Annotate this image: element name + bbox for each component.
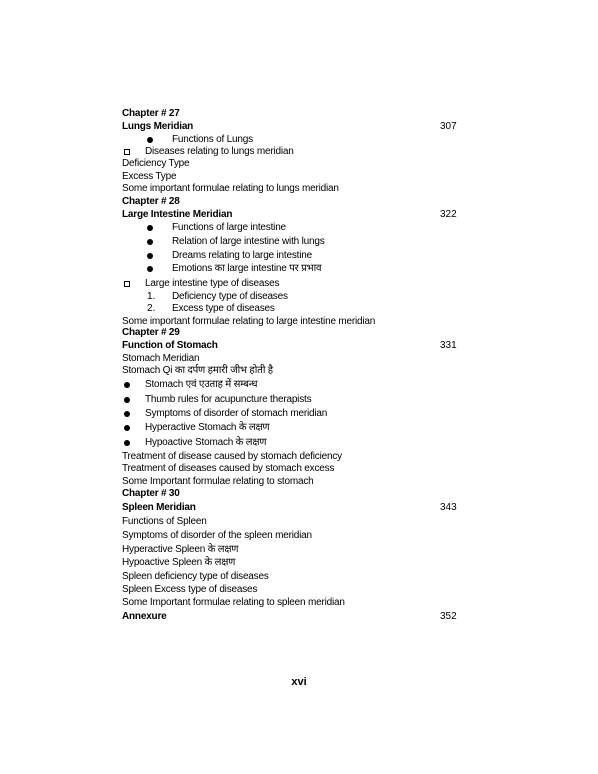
page-number: 322 (440, 209, 457, 220)
chapter-heading: Chapter # 27 (122, 108, 180, 119)
toc-entry: Diseases relating to lungs meridian (145, 146, 294, 157)
bullet-icon (147, 137, 153, 143)
toc-entry: Symptoms of disorder of stomach meridian (145, 408, 328, 419)
bullet-icon (124, 382, 130, 388)
list-number: 1. (147, 291, 156, 302)
chapter-title: Function of Stomach (122, 340, 218, 351)
chapter-heading: Chapter # 30 (122, 488, 180, 499)
page-number: 343 (440, 502, 457, 513)
bullet-icon (147, 239, 153, 245)
toc-entry: Some important formulae relating to lungs meridian (122, 183, 339, 194)
toc-entry: Functions of Lungs (172, 134, 253, 145)
toc-entry: Relation of large intestine with lungs (172, 236, 325, 247)
toc-entry: Some Important formulae relating to spleen meridian (122, 597, 345, 608)
chapter-title: Annexure (122, 611, 167, 622)
bullet-icon (124, 397, 130, 403)
toc-entry: Thumb rules for acupuncture therapists (145, 394, 312, 405)
toc-entry: Dreams relating to large intestine (172, 250, 312, 261)
page-number-footer: xvi (291, 676, 307, 688)
checkbox-icon (124, 281, 130, 287)
toc-entry: Hyperactive Stomach के लक्षण (145, 422, 270, 433)
toc-entry: Stomach एवं एउताह में सम्बन्ध (145, 379, 258, 390)
toc-entry: Spleen Excess type of diseases (122, 584, 258, 595)
chapter-heading: Chapter # 29 (122, 327, 180, 338)
toc-entry: Hypoactive Stomach के लक्षण (145, 437, 267, 448)
bullet-icon (124, 411, 130, 417)
toc-entry: Functions of large intestine (172, 222, 286, 233)
chapter-title: Large Intestine Meridian (122, 209, 233, 220)
toc-entry: Treatment of disease caused by stomach deficiency (122, 451, 342, 462)
list-number: 2. (147, 303, 156, 314)
toc-entry: Stomach Meridian (122, 353, 200, 364)
toc-entry: Functions of Spleen (122, 516, 207, 527)
page-number: 352 (440, 611, 457, 622)
toc-entry: Deficiency Type (122, 158, 190, 169)
toc-entry: Some important formulae relating to large intestine meridian (122, 316, 376, 327)
toc-entry: Some Important formulae relating to stomach (122, 476, 314, 487)
toc-entry: Excess type of diseases (172, 303, 275, 314)
bullet-icon (124, 440, 130, 446)
toc-entry: Emotions का large intestine पर प्रभाव (172, 263, 322, 274)
bullet-icon (147, 253, 153, 259)
toc-entry: Excess Type (122, 171, 177, 182)
chapter-heading: Chapter # 28 (122, 196, 180, 207)
toc-entry: Hypoactive Spleen के लक्षण (122, 557, 236, 568)
chapter-title: Lungs Meridian (122, 121, 194, 132)
toc-entry: Symptoms of disorder of the spleen meridian (122, 530, 312, 541)
toc-entry: Deficiency type of diseases (172, 291, 288, 302)
toc-entry: Hyperactive Spleen के लक्षण (122, 544, 239, 555)
toc-entry: Treatment of diseases caused by stomach excess (122, 463, 335, 474)
bullet-icon (124, 425, 130, 431)
page-number: 331 (440, 340, 457, 351)
bullet-icon (147, 266, 153, 272)
toc-entry: Large intestine type of diseases (145, 278, 280, 289)
page-number: 307 (440, 121, 457, 132)
toc-entry: Spleen deficiency type of diseases (122, 571, 269, 582)
checkbox-icon (124, 149, 130, 155)
toc-entry: Stomach Qi का दर्पण हमारी जीभ होती है (122, 365, 273, 376)
chapter-title: Spleen Meridian (122, 502, 196, 513)
bullet-icon (147, 225, 153, 231)
